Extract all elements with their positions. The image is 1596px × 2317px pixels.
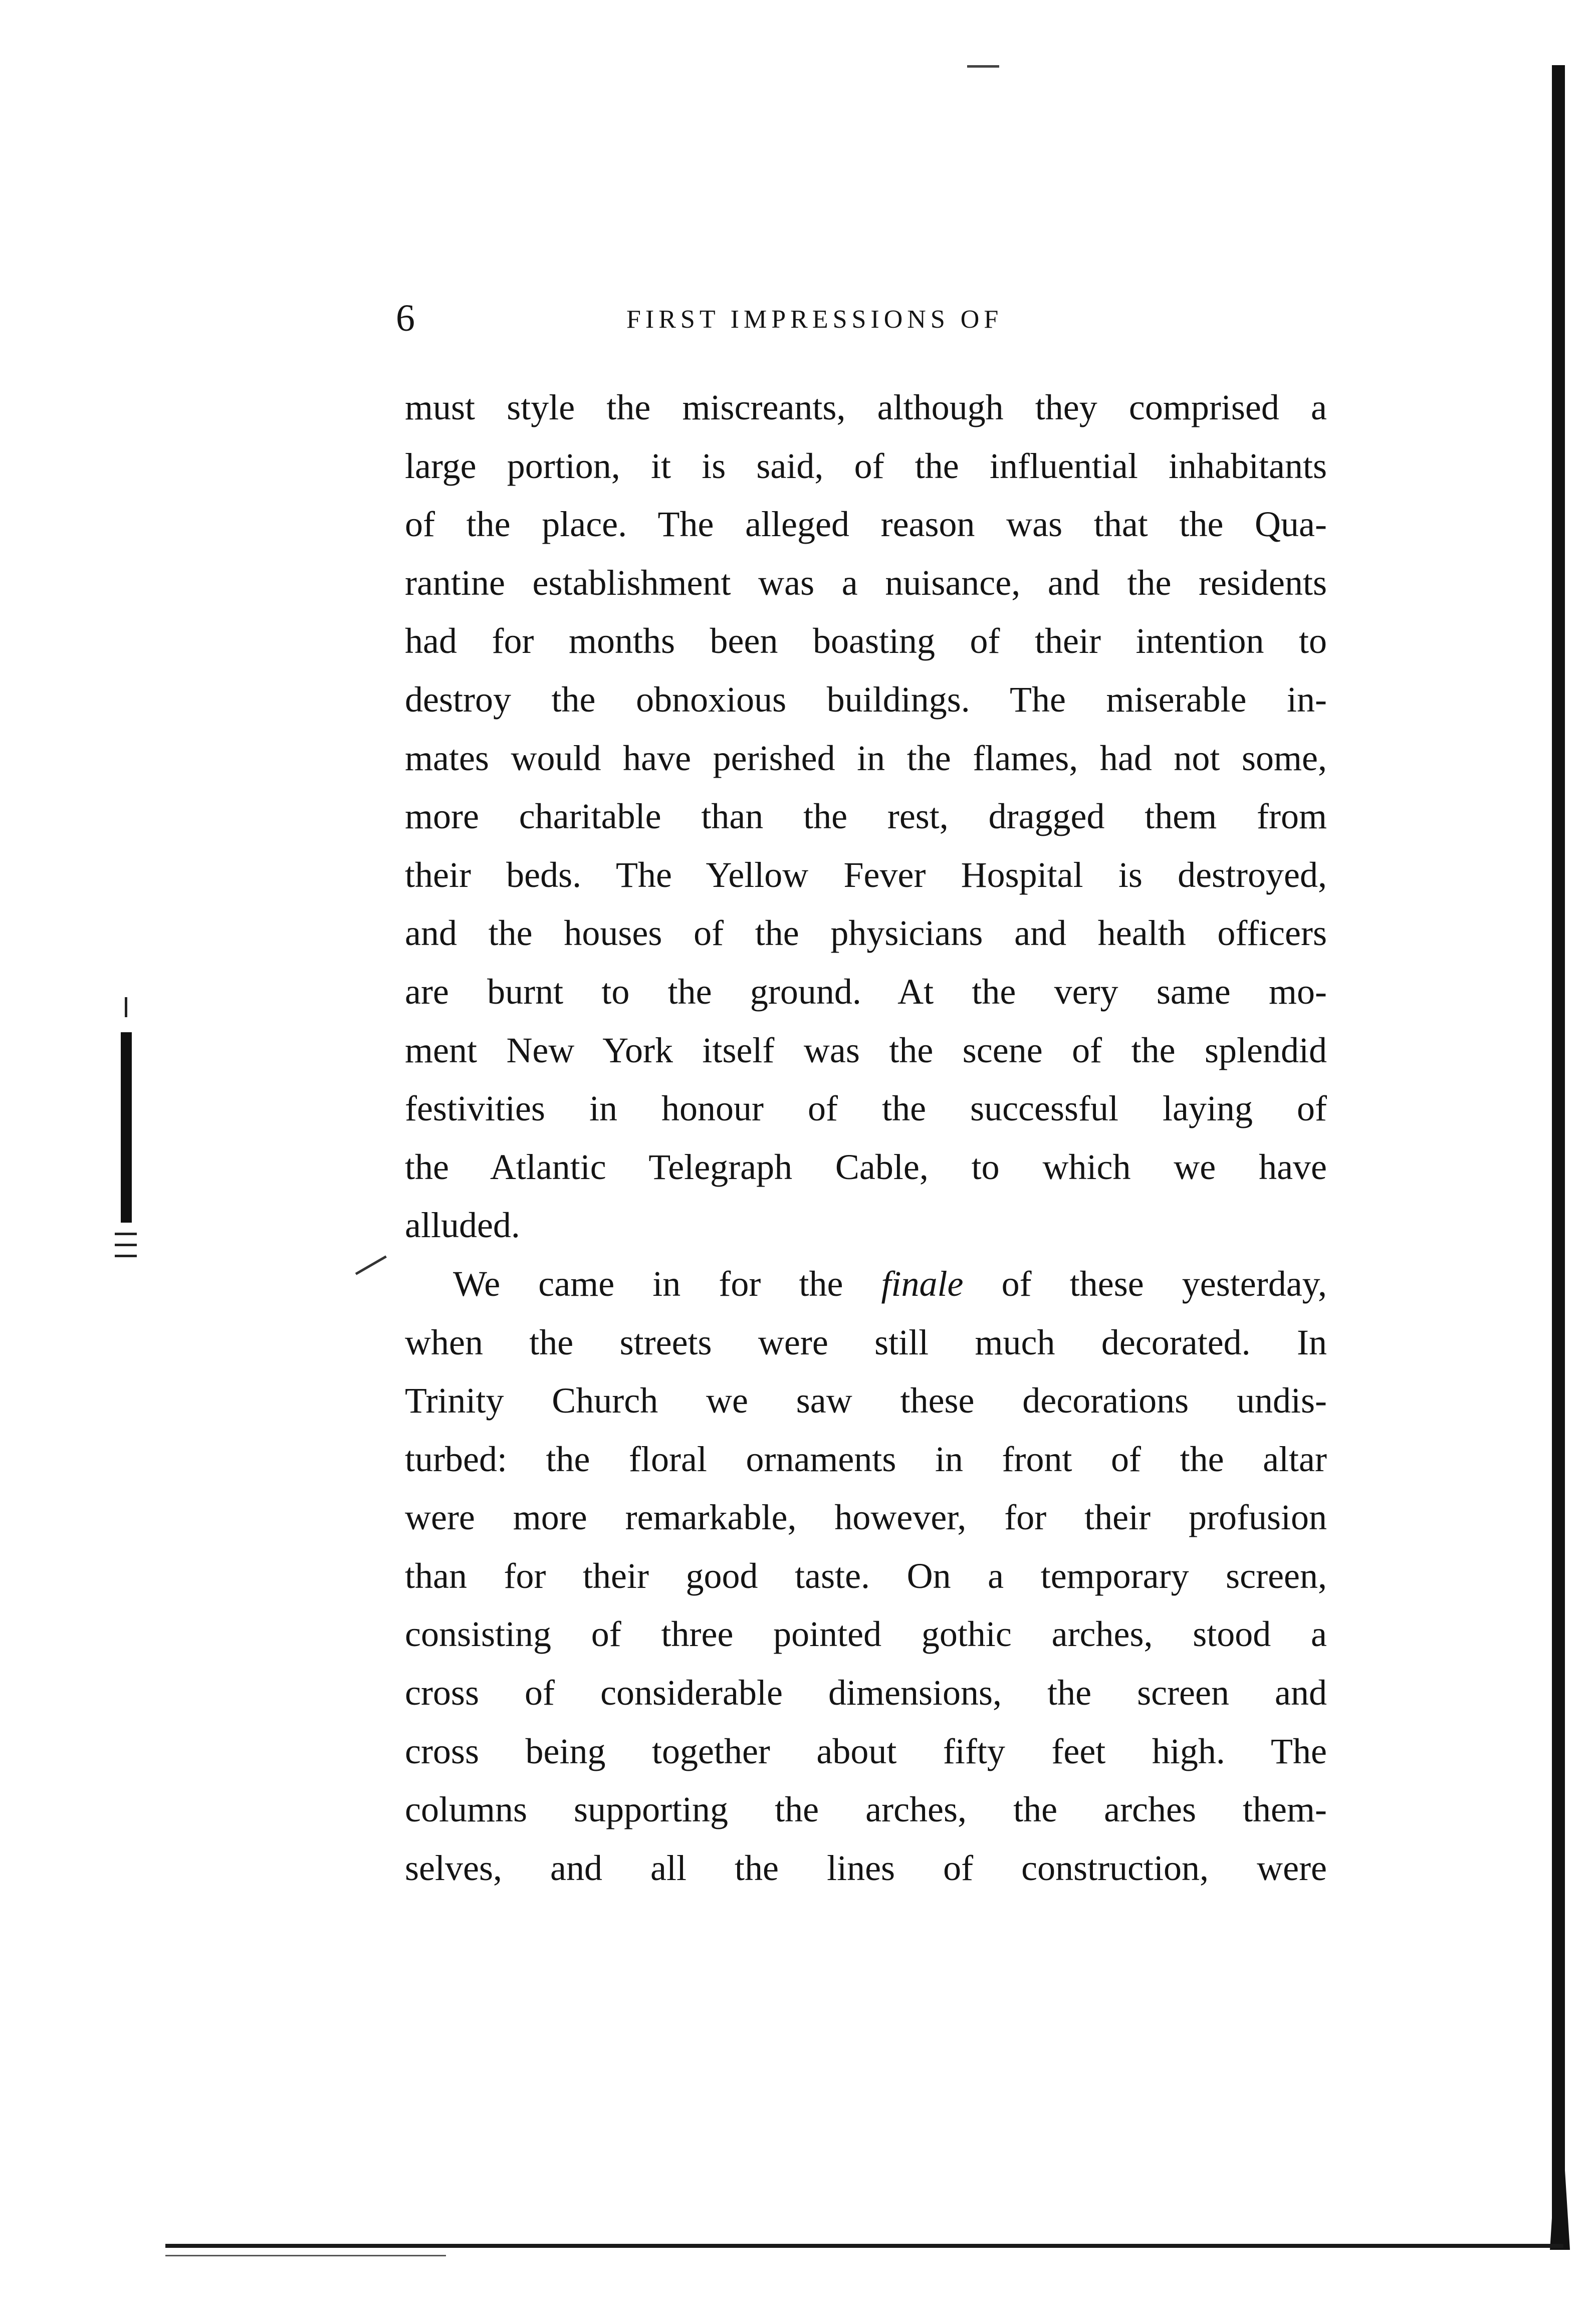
binding-pin — [125, 997, 127, 1017]
text-line-paragraph-end: alluded. — [405, 1205, 520, 1246]
text-line: mates would have perished in the flames, had not some, — [405, 738, 1327, 778]
text-line: consisting of three pointed gothic arches, stood a — [405, 1614, 1327, 1655]
text-line: must style the miscreants, although they comprised a — [405, 387, 1327, 427]
binding-tick — [115, 1233, 137, 1235]
text-line: turbed: the floral ornaments in front of the altar — [405, 1439, 1327, 1479]
text-line: columns supporting the arches, the arches them- — [405, 1789, 1327, 1830]
text-run: of these yesterday, — [963, 1263, 1327, 1304]
scan-artifact-dash — [967, 65, 999, 68]
text-line: Trinity Church we saw these decorations undis- — [405, 1380, 1327, 1421]
text-line: cross being together about fifty feet high. The — [405, 1731, 1327, 1771]
text-line: when the streets were still much decorated. In — [405, 1322, 1327, 1362]
running-title: FIRST IMPRESSIONS OF — [626, 305, 1003, 334]
text-line: were more remarkable, however, for their profusion — [405, 1497, 1327, 1538]
text-line: are burnt to the ground. At the very same mo- — [405, 971, 1327, 1012]
text-line: rantine establishment was a nuisance, and the residents — [405, 562, 1327, 603]
binding-bar — [121, 1032, 132, 1223]
body-text — [405, 378, 1327, 1897]
text-line: selves, and all the lines of construction, were — [405, 1847, 1327, 1888]
italic-word: finale — [881, 1263, 964, 1304]
text-line: the Atlantic Telegraph Cable, to which we have — [405, 1146, 1327, 1187]
text-line: and the houses of the physicians and health officers — [405, 913, 1327, 954]
text-line: cross of considerable dimensions, the screen and — [405, 1673, 1327, 1713]
running-head — [396, 296, 1328, 341]
paragraph-first-line — [405, 1255, 1327, 1313]
text-line: ment New York itself was the scene of the splendid — [405, 1030, 1327, 1070]
page-edge-shadow — [1552, 65, 1565, 2235]
text-line: more charitable than the rest, dragged them from — [405, 796, 1327, 837]
binding-marks — [113, 997, 138, 1278]
text-line: than for their good taste. On a temporary screen, — [405, 1555, 1327, 1596]
binding-tick — [115, 1255, 137, 1257]
text-line: their beds. The Yellow Fever Hospital is destroyed, — [405, 854, 1327, 895]
text-line: had for months been boasting of their intention to — [405, 621, 1327, 661]
text-line: large portion, it is said, of the influential inhabitants — [405, 445, 1327, 486]
text-line: festivities in honour of the successful laying of — [405, 1088, 1327, 1129]
stray-pencil-mark — [355, 1255, 387, 1275]
text-line: destroy the obnoxious buildings. The miserable in- — [405, 679, 1327, 720]
bottom-scan-rule-thin — [165, 2255, 446, 2256]
bottom-scan-rule — [165, 2244, 1563, 2248]
binding-tick — [115, 1244, 137, 1246]
text-line: of the place. The alleged reason was that the Qua- — [405, 504, 1327, 545]
text-run: We came in for the — [453, 1263, 881, 1304]
page-number: 6 — [396, 297, 415, 339]
